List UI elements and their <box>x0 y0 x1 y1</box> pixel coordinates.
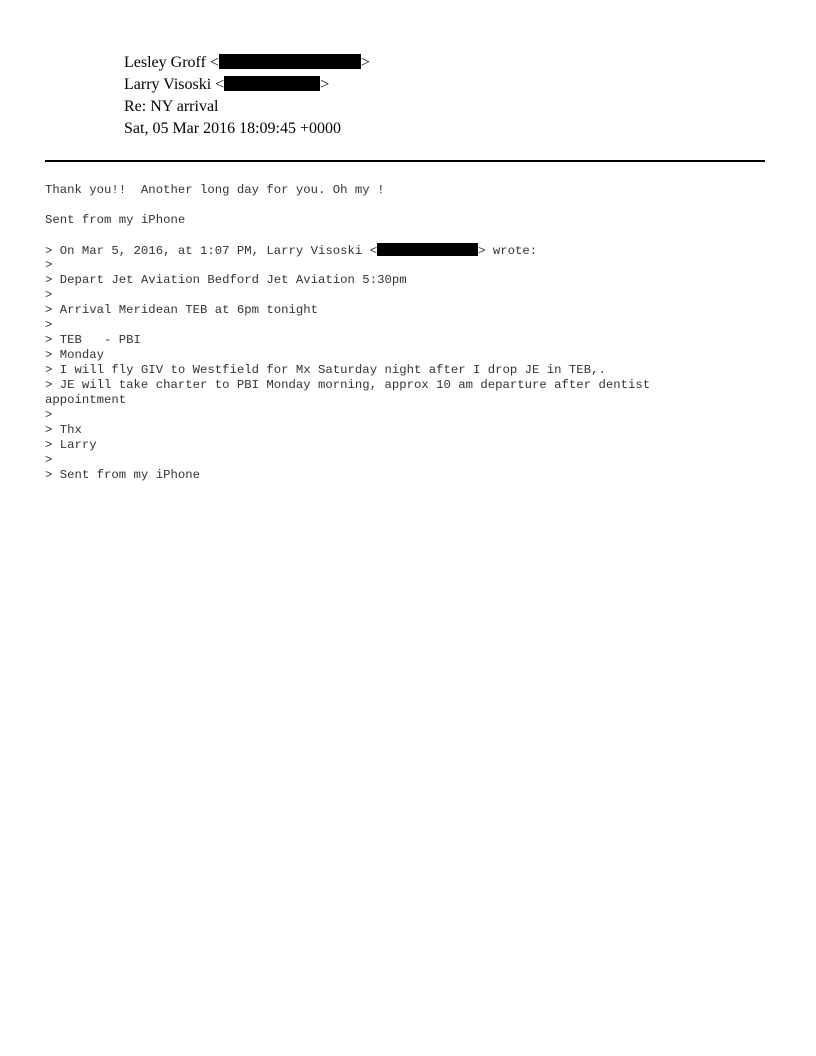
quote-line: > Thx <box>45 423 82 437</box>
body-line: Thank you!! Another long day for you. Oh my ! <box>45 183 385 197</box>
quote-line: > Depart Jet Aviation Bedford Jet Aviation 5:30pm <box>45 273 407 287</box>
quote-line: > <box>45 288 53 302</box>
quote-line: > JE will take charter to PBI Monday morning, approx 10 am departure after dentist <box>45 378 651 392</box>
quote-line: > I will fly GIV to Westfield for Mx Saturday night after I drop JE in TEB,. <box>45 363 606 377</box>
quote-line: > Larry <box>45 438 97 452</box>
email-body <box>45 183 775 483</box>
header-divider <box>45 160 765 162</box>
redacted-email-block <box>224 76 320 91</box>
quote-line: > <box>45 453 53 467</box>
quote-line: appointment <box>45 393 127 407</box>
quote-line: > <box>45 408 53 422</box>
quote-line: > TEB - PBI <box>45 333 141 347</box>
quote-header-suffix: > wrote: <box>478 244 538 258</box>
quote-header <box>45 243 775 258</box>
signature-line: Sent from my iPhone <box>45 213 186 227</box>
quote-line: > <box>45 318 53 332</box>
redacted-email-block <box>219 54 361 69</box>
from-value <box>124 52 370 74</box>
date-value: Sat, 05 Mar 2016 18:09:45 +0000 <box>124 120 342 137</box>
quote-line: > Sent from my iPhone <box>45 468 200 482</box>
quote-line: > <box>45 258 53 272</box>
from-close: > <box>360 54 370 71</box>
quote-line: > Arrival Meridean TEB at 6pm tonight <box>45 303 319 317</box>
quote-line: > Monday <box>45 348 105 362</box>
to-close: > <box>320 76 330 93</box>
redacted-email-block <box>377 243 478 256</box>
blank-line <box>45 228 775 243</box>
quote-header-prefix: > On Mar 5, 2016, at 1:07 PM, Larry Visoski < <box>45 244 378 258</box>
to-value <box>124 74 329 96</box>
blank-line <box>45 198 775 213</box>
subject-value: Re: NY arrival <box>124 98 219 115</box>
to-name: Larry Visoski < <box>124 76 225 93</box>
from-name: Lesley Groff < <box>124 54 219 71</box>
